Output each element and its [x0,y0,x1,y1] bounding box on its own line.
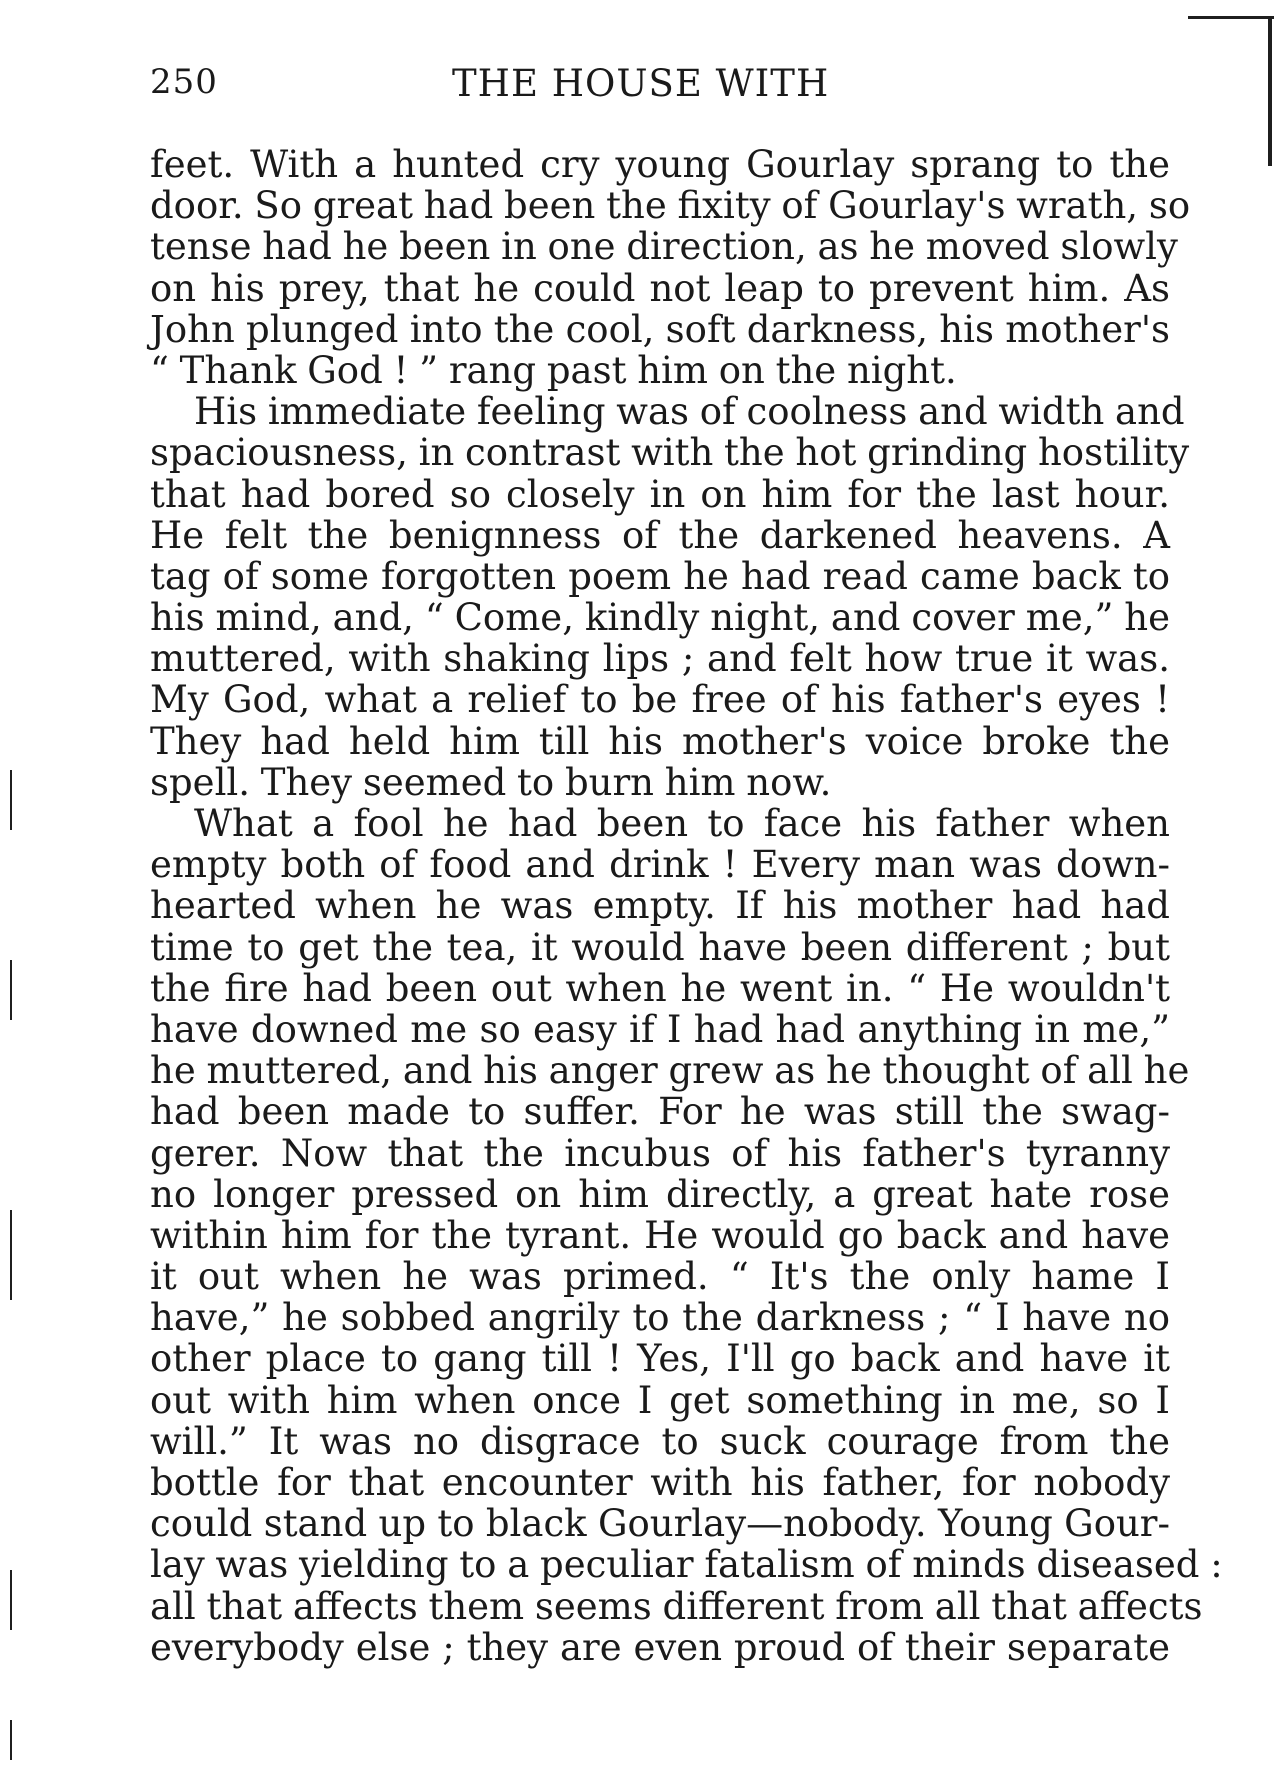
page-number: 250 [150,62,218,102]
text-line: tense had he been in one direction, as he moved slowly [150,225,1178,269]
scan-margin-mark [10,1570,12,1630]
scan-edge-mark [1188,16,1274,19]
text-line: bottle for that encounter with his father, for nobody [150,1461,1170,1504]
scan-edge-mark [1268,16,1272,166]
scan-margin-mark [10,960,12,1020]
text-line: time to get the tea, it would have been different ; but [150,925,1170,969]
text-line: hearted when he was empty. If his mother had had [150,884,1170,928]
text-line: What a fool he had been to face his father when [194,802,1170,845]
text-line: no longer pressed on him directly, a great hate rose [150,1172,1170,1216]
text-line: it out when he was primed. “ It's the only hame I [150,1255,1170,1299]
text-line: his mind, and, “ Come, kindly night, and cover me,” he [150,596,1170,640]
text-line: could stand up to black Gourlay—nobody. Young Gour- [150,1502,1170,1546]
text-line: lay was yielding to a peculiar fatalism of minds diseased : [150,1543,1223,1587]
text-line: everybody else ; they are even proud of their separate [150,1625,1170,1669]
scan-margin-mark [10,1210,12,1300]
text-line: John plunged into the cool, soft darkness, his mother's [150,307,1170,351]
text-line: within him for the tyrant. He would go back and have [150,1213,1170,1257]
text-line: had been made to suffer. For he was still the swag- [150,1090,1170,1134]
text-line: feet. With a hunted cry young Gourlay sprang to the [150,143,1170,186]
text-line: all that affects them seems different from all that affects [150,1584,1203,1628]
body-text [150,143,1223,1669]
text-line: have downed me so easy if I had had anything in me,” [150,1007,1170,1051]
running-head: THE HOUSE WITH [452,62,830,105]
text-line: the fire had been out when he went in. “ He wouldn't [150,966,1170,1010]
text-line: My God, what a relief to be free of his father's eyes ! [150,678,1170,722]
text-line: “ Thank God ! ” rang past him on the night. [150,348,957,392]
scan-margin-mark [10,1720,12,1760]
text-line: gerer. Now that the incubus of his father's tyranny [150,1131,1170,1175]
text-line: out with him when once I get something in me, so I [150,1378,1170,1422]
text-line: His immediate feeling was of coolness and width and [194,390,1185,434]
text-line: spaciousness, in contrast with the hot grinding hostility [150,431,1190,475]
scan-margin-mark [10,770,12,830]
text-line: door. So great had been the fixity of Gourlay's wrath, so [150,184,1191,228]
text-line: tag of some forgotten poem he had read came back to [150,554,1170,598]
text-line: other place to gang till ! Yes, I'll go back and have it [150,1337,1170,1381]
text-line: They had held him till his mother's voice broke the [150,719,1170,763]
text-line: muttered, with shaking lips ; and felt how true it was. [150,637,1170,681]
text-line: on his prey, that he could not leap to prevent him. As [150,266,1170,310]
text-line: empty both of food and drink ! Every man was down- [150,843,1170,887]
text-line: will.” It was no disgrace to suck courage from the [150,1419,1170,1463]
text-line: spell. They seemed to burn him now. [150,760,832,804]
text-line: that had bored so closely in on him for the last hour. [150,472,1170,516]
text-line: he muttered, and his anger grew as he thought of all he [150,1049,1190,1093]
text-line: have,” he sobbed angrily to the darkness ; “ I have no [150,1296,1170,1340]
text-line: He felt the benignness of the darkened heavens. A [150,513,1170,557]
